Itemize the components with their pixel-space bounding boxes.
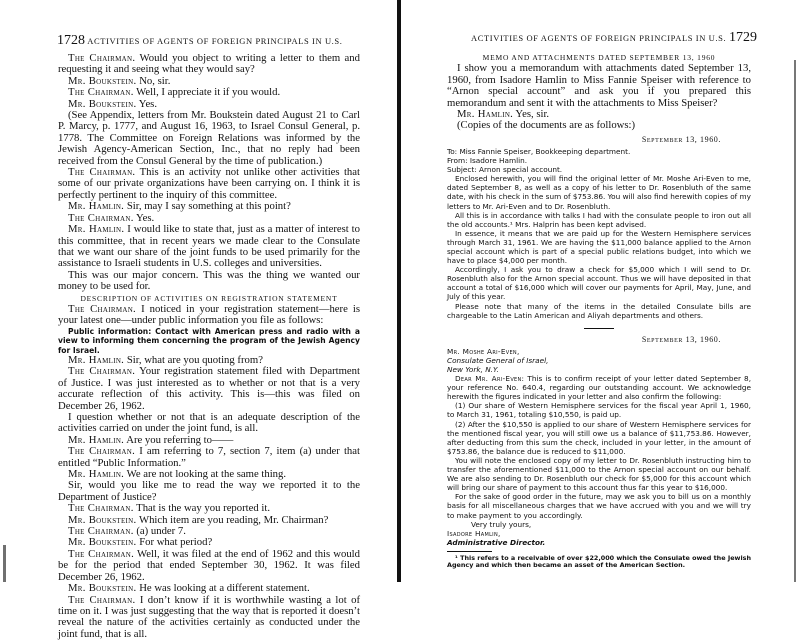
speaker-name: Mr. Hamlin.	[68, 468, 124, 480]
memo-date: September 13, 1960.	[447, 135, 721, 144]
speaker-name: The Chairman.	[68, 445, 135, 457]
dialogue-text: We are not looking at the same thing.	[124, 468, 286, 480]
right-body	[447, 52, 751, 570]
letter-paragraph	[447, 401, 751, 419]
dialogue-paragraph	[58, 167, 360, 201]
dialogue-text: (See Appendix, letters from Mr. Boukstein dated August 21 to Carl P. Marcy, p. 1777, and August 16, 1963, to Israel Consul General, p. 1778. The Committee on Foreign Relations was informed by the Jewish Agency-American Section, Inc., that no reply had been received from the Consul General by the time of publication.)	[58, 109, 360, 167]
dialogue-text: Are you referring to——	[124, 434, 233, 446]
memo-paragraph-text: Enclosed herewith, you will find the original letter of Mr. Moshe Ari-Even to me, dated September 8, as well as a copy of his letter to Dr. Rosenbluth of the same date, with his check in the sum of $753.86. You will also find herewith copies of my letters to Mr. Ari-Even and to Dr. Rosenbluth.	[447, 174, 751, 210]
dialogue-text: This is an activity not unlike other activities that some of our private organizations have been carrying on. I think it is perfectly pertinent to the inquiry of this committee.	[58, 166, 360, 201]
scan-edge-mark	[3, 545, 6, 582]
dialogue-text: Would you object to writing a letter to them and requesting it and seeing what they would say?	[58, 52, 360, 75]
speaker-name: Mr. Hamlin.	[68, 200, 124, 212]
letter-paragraph	[447, 420, 751, 456]
memo-paragraph	[447, 229, 751, 265]
letter-addressee-name: Mr. Moshe Ari-Even,	[447, 347, 751, 356]
letter-paragraph	[447, 492, 751, 519]
letter-paragraph-text: You will note the enclosed copy of my letter to Dr. Rosenbluth instructing him to transfer the aforementioned $11,000 to the Arnon special account on our behalf. We are also sending to Dr. Rosenbluth our check for $5,000 for this account which will bring our share of payment to this account thus far this year to $16,000.	[447, 456, 751, 492]
speaker-name: The Chairman.	[68, 594, 135, 606]
letter-paragraph-text: For the sake of good order in the future, may we ask you to bill us on a monthly basis for all miscellaneous charges that we have accrued with you and we will try to make payment to you accordingly.	[447, 492, 751, 519]
dialogue-paragraph	[58, 480, 360, 503]
left-page	[0, 0, 397, 582]
speaker-name: Mr. Hamlin.	[457, 108, 513, 120]
dialogue-paragraph	[58, 366, 360, 412]
dialogue-text: I am referring to 7, section 7, item (a) under that entitled “Public Information.”	[58, 445, 360, 468]
speaker-name: The Chairman.	[68, 52, 135, 64]
dialogue-text: I show you a memorandum with attachments dated September 13, 1960, from Isadore Hamlin to Miss Fannie Speiser with reference to “Arnon special account” and ask you if you prepared this memorandum and sent it with the attachments to Miss Speiser?	[447, 62, 751, 108]
dialogue-text: (Copies of the documents are as follows:)	[457, 119, 635, 131]
dialogue-paragraph	[58, 304, 360, 327]
dialogue-paragraph	[58, 224, 360, 270]
dialogue-text: I don’t know if it is worthwhile wasting a lot of time on it. I was just suggesting that the way that is reported it doesn’t reveal the nature of the activities certainly as conducted under the joint fund, that is all.	[58, 594, 360, 640]
dialogue-text: Sir, would you like me to read the way we reported it to the Department of Justice?	[58, 479, 360, 502]
dialogue-text: I question whether or not that is an adequate description of the activities carried on under the joint fund, is all.	[58, 411, 360, 434]
memo-paragraph-text: In essence, it means that we are paid up for the Western Hemisphere services through March 31, 1961. We are having the $11,000 balance applied to the Arnon special account which is part of a special public relations budget, into which we have to place $4,000 per month.	[447, 229, 751, 265]
speaker-name: Mr. Hamlin.	[68, 434, 124, 446]
dialogue-text: Yes.	[134, 212, 155, 224]
speaker-name: Mr. Boukstein.	[68, 582, 137, 594]
left-running-head	[57, 33, 342, 49]
memo-to: To: Miss Fannie Speiser, Bookkeeping department.	[447, 147, 751, 156]
dialogue-paragraph	[58, 446, 360, 469]
right-running-head	[471, 30, 757, 46]
left-body	[58, 53, 360, 640]
dialogue-paragraph	[58, 549, 360, 583]
letter-paragraph-text: (2) After the $10,550 is applied to our share of Western Hemisphere services for the mentioned fiscal year, you will still owe us a balance of $11,753.86. However, after deducting from this sum the check, included in your letter, in the amount of $753.86, the balance due is reduced to $11,000.	[447, 420, 751, 456]
dialogue-text: For what period?	[137, 536, 213, 548]
separator-rule	[584, 328, 614, 329]
dialogue-text: Your registration statement filed with Department of Justice. I was just interested as to whether or not that is a very accurate reflection of this activity. This is—this was filed on December 26, 1962.	[58, 365, 360, 411]
memo-from: From: Isadore Hamlin.	[447, 156, 751, 165]
speaker-name: Mr. Hamlin.	[68, 354, 124, 366]
letter-paragraph-text: (1) Our share of Western Hemisphere services for the fiscal year April 1, 1960, to March 31, 1961, totaling $10,550, is paid up.	[447, 401, 751, 419]
dialogue-text: Well, it was filed at the end of 1962 and this would be for the period that ended September 30, 1962. It was filed December 26, 1962.	[58, 548, 360, 583]
letter-paragraph-text: This is to confirm receipt of your letter dated September 8, your reference No. 640.4, regarding our outstanding account. We acknowledge herewith the figures indicated in your letter and also confirm the following:	[447, 374, 751, 401]
memo-subject: Subject: Arnon special account.	[447, 165, 751, 174]
letter-date: September 13, 1960.	[447, 335, 721, 344]
speaker-name: Mr. Boukstein.	[68, 536, 137, 548]
footnote-text: ¹ This refers to a receivable of over $22,000 which the Consulate owed the Jewish Agency and which then became an asset of the American Section.	[447, 555, 751, 570]
footnote	[447, 555, 751, 570]
memo-paragraph	[447, 265, 751, 301]
speaker-name: The Chairman.	[68, 548, 134, 560]
speaker-name: The Chairman.	[68, 86, 134, 98]
dialogue-paragraph	[447, 63, 751, 109]
dialogue-text: Well, I appreciate it if you would.	[134, 86, 280, 98]
dialogue-paragraph	[447, 120, 751, 131]
speaker-name: The Chairman.	[68, 303, 136, 315]
dialogue-paragraph	[58, 110, 360, 167]
dialogue-text: Yes.	[137, 98, 158, 110]
right-page	[401, 0, 800, 582]
running-head-title: ACTIVITIES OF AGENTS OF FOREIGN PRINCIPALS IN U.S.	[87, 36, 342, 46]
dialogue-paragraph	[58, 270, 360, 293]
signature-name: Isadore Hamlin,	[447, 529, 751, 538]
speaker-name: Mr. Boukstein.	[68, 98, 137, 110]
dialogue-text: He was looking at a different statement.	[137, 582, 310, 594]
memo-paragraph-text: All this is in accordance with talks I had with the consulate people to iron out all the old accounts.¹ Mrs. Halprin has been kept advised.	[447, 211, 751, 229]
speaker-name: The Chairman.	[68, 502, 134, 514]
page-number: 1728	[57, 33, 85, 48]
memo-paragraph-text: Accordingly, I ask you to draw a check for $5,000 which I will send to Dr. Rosenbluth also for the Arnon special account. Thus we will have deposited in that account a total of $16,000 which will cover our payments for April, May, June, and July of this year.	[447, 265, 751, 301]
dialogue-paragraph	[58, 412, 360, 435]
memo-paragraph	[447, 302, 751, 320]
dialogue-text: This was our major concern. This was the thing we wanted our money to be used for.	[58, 269, 360, 292]
section-heading: MEMO AND ATTACHMENTS DATED SEPTEMBER 13, 1960	[447, 52, 751, 63]
speaker-name: The Chairman.	[68, 525, 134, 537]
memo-paragraph-text: Please note that many of the items in the detailed Consulate bills are chargeable to the Latin American and Aliyah departments and others.	[447, 302, 751, 320]
memo-paragraph	[447, 174, 751, 210]
letter-addressee-org: Consulate General of Israel,	[447, 356, 751, 365]
speaker-name: Mr. Boukstein.	[68, 514, 137, 526]
memo	[447, 135, 751, 570]
page-number: 1729	[729, 30, 757, 45]
dialogue-text: (a) under 7.	[134, 525, 186, 537]
dialogue-text: Sir, may I say something at this point?	[124, 200, 291, 212]
section-heading: DESCRIPTION OF ACTIVITIES ON REGISTRATION STATEMENT	[58, 293, 360, 304]
letter-closing: Very truly yours,	[447, 520, 751, 529]
letter-paragraph	[447, 374, 751, 401]
dialogue-paragraph	[58, 595, 360, 640]
speaker-name: Mr. Boukstein.	[68, 75, 137, 87]
dialogue-text: I would like to state that, just as a matter of interest to this committee, that in recent years we made clear to the Consulate that we want our share of the joint funds to be used primarily for the assistance to Israeli students in U.S. colleges and universities.	[58, 223, 360, 269]
speaker-name: Mr. Hamlin.	[68, 223, 124, 235]
memo-paragraph	[447, 211, 751, 229]
footnote-rule	[447, 551, 492, 552]
letter-salutation: Dear Mr. Ari-Even:	[455, 374, 524, 383]
letter-addressee-city: New York, N.Y.	[447, 365, 751, 374]
signature-title: Administrative Director.	[447, 538, 751, 547]
dialogue-text: Which item are you reading, Mr. Chairman?	[137, 514, 329, 526]
dialogue-text: Yes, sir.	[513, 108, 549, 120]
speaker-name: The Chairman.	[68, 365, 135, 377]
speaker-name: The Chairman.	[68, 166, 135, 178]
dialogue-text: Sir, what are you quoting from?	[124, 354, 263, 366]
dialogue-text: That is the way you reported it.	[134, 502, 270, 514]
dialogue-text: I noticed in your registration statement—here is your latest one—under public information you file as follows:	[58, 303, 360, 326]
block-quote: Public information: Contact with American press and radio with a view to informing them concerning the program of the Jewish Agency for Israel.	[58, 327, 360, 355]
speaker-name: The Chairman.	[68, 212, 134, 224]
dialogue-text: No, sir.	[137, 75, 171, 87]
dialogue-paragraph	[58, 53, 360, 76]
letter-paragraph	[447, 456, 751, 492]
running-head-title: ACTIVITIES OF AGENTS OF FOREIGN PRINCIPALS IN U.S.	[471, 33, 726, 43]
